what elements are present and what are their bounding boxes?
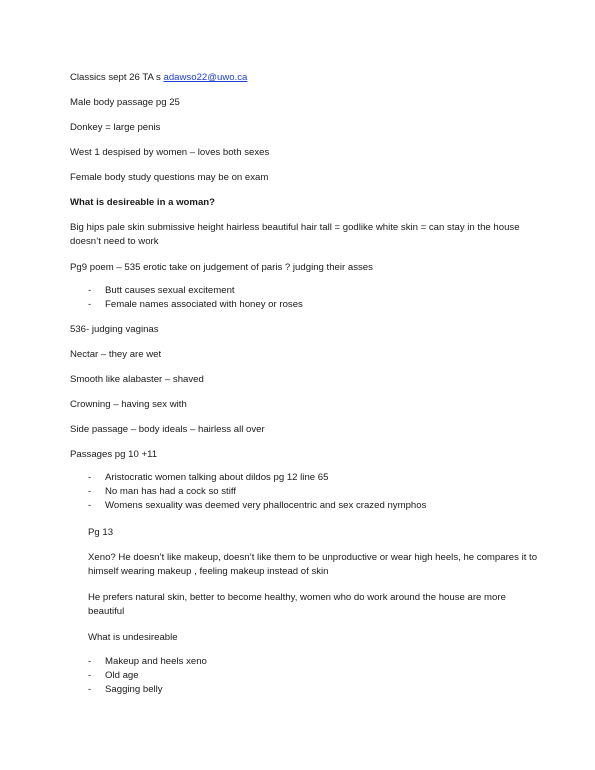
list-item-text: Female names associated with honey or roses bbox=[105, 299, 303, 310]
bullet-dash: - bbox=[88, 684, 92, 695]
line-smooth: Smooth like alabaster – shaved bbox=[70, 374, 204, 385]
line-side: Side passage – body ideals – hairless all over bbox=[70, 424, 265, 435]
list-item-text: Old age bbox=[105, 670, 139, 681]
line-big-hips: Big hips pale skin submissive height hairless beautiful hair tall = godlike white skin = can stay in the house doesn’t need to work bbox=[70, 222, 520, 247]
bullet-dash: - bbox=[88, 472, 92, 483]
list-item-text: Sagging belly bbox=[105, 684, 163, 695]
desireable-heading: What is desireable in a woman? bbox=[70, 197, 216, 208]
line-pg13: Pg 13 bbox=[88, 527, 114, 538]
line-nectar: Nectar – they are wet bbox=[70, 349, 162, 360]
line-undesireable: What is undesireable bbox=[88, 632, 178, 643]
line-passages: Passages pg 10 +11 bbox=[70, 449, 158, 460]
line-female-study: Female body study questions may be on exam bbox=[70, 172, 269, 183]
bullet-dash: - bbox=[88, 299, 92, 310]
line-xeno: Xeno? He doesn’t like makeup, doesn’t like them to be unproductive or wear high heels, he compares it to himself wearing makeup , feeling makeup instead of skin bbox=[88, 552, 538, 577]
bullet-dash: - bbox=[88, 670, 92, 681]
list-item-text: Butt causes sexual excitement bbox=[105, 285, 235, 296]
bullet-dash: - bbox=[88, 285, 92, 296]
bullet-dash: - bbox=[88, 656, 92, 667]
line-west: West 1 despised by women – loves both sexes bbox=[70, 147, 270, 158]
list-item-text: Makeup and heels xeno bbox=[105, 656, 207, 667]
header-line bbox=[70, 71, 540, 85]
list-item-text: No man has had a cock so stiff bbox=[105, 486, 237, 497]
line-crowning: Crowning – having sex with bbox=[70, 399, 187, 410]
list-item-text: Womens sexuality was deemed very phallocentric and sex crazed nymphos bbox=[105, 500, 427, 511]
line-donkey: Donkey = large penis bbox=[70, 122, 161, 133]
list-item-text: Aristocratic women talking about dildos pg 12 line 65 bbox=[105, 472, 329, 483]
line-male-body: Male body passage pg 25 bbox=[70, 97, 180, 108]
email-link[interactable]: adawso22@uwo.ca bbox=[163, 72, 248, 83]
bullet-dash: - bbox=[88, 500, 92, 511]
header-prefix: Classics sept 26 TA s bbox=[70, 72, 164, 83]
bullet-dash: - bbox=[88, 486, 92, 497]
line-natural: He prefers natural skin, better to become healthy, women who do work around the house are more beautiful bbox=[88, 592, 506, 617]
line-pg9: Pg9 poem – 535 erotic take on judgement of paris ? judging their asses bbox=[70, 262, 373, 273]
line-judging: 536- judging vaginas bbox=[70, 324, 159, 335]
